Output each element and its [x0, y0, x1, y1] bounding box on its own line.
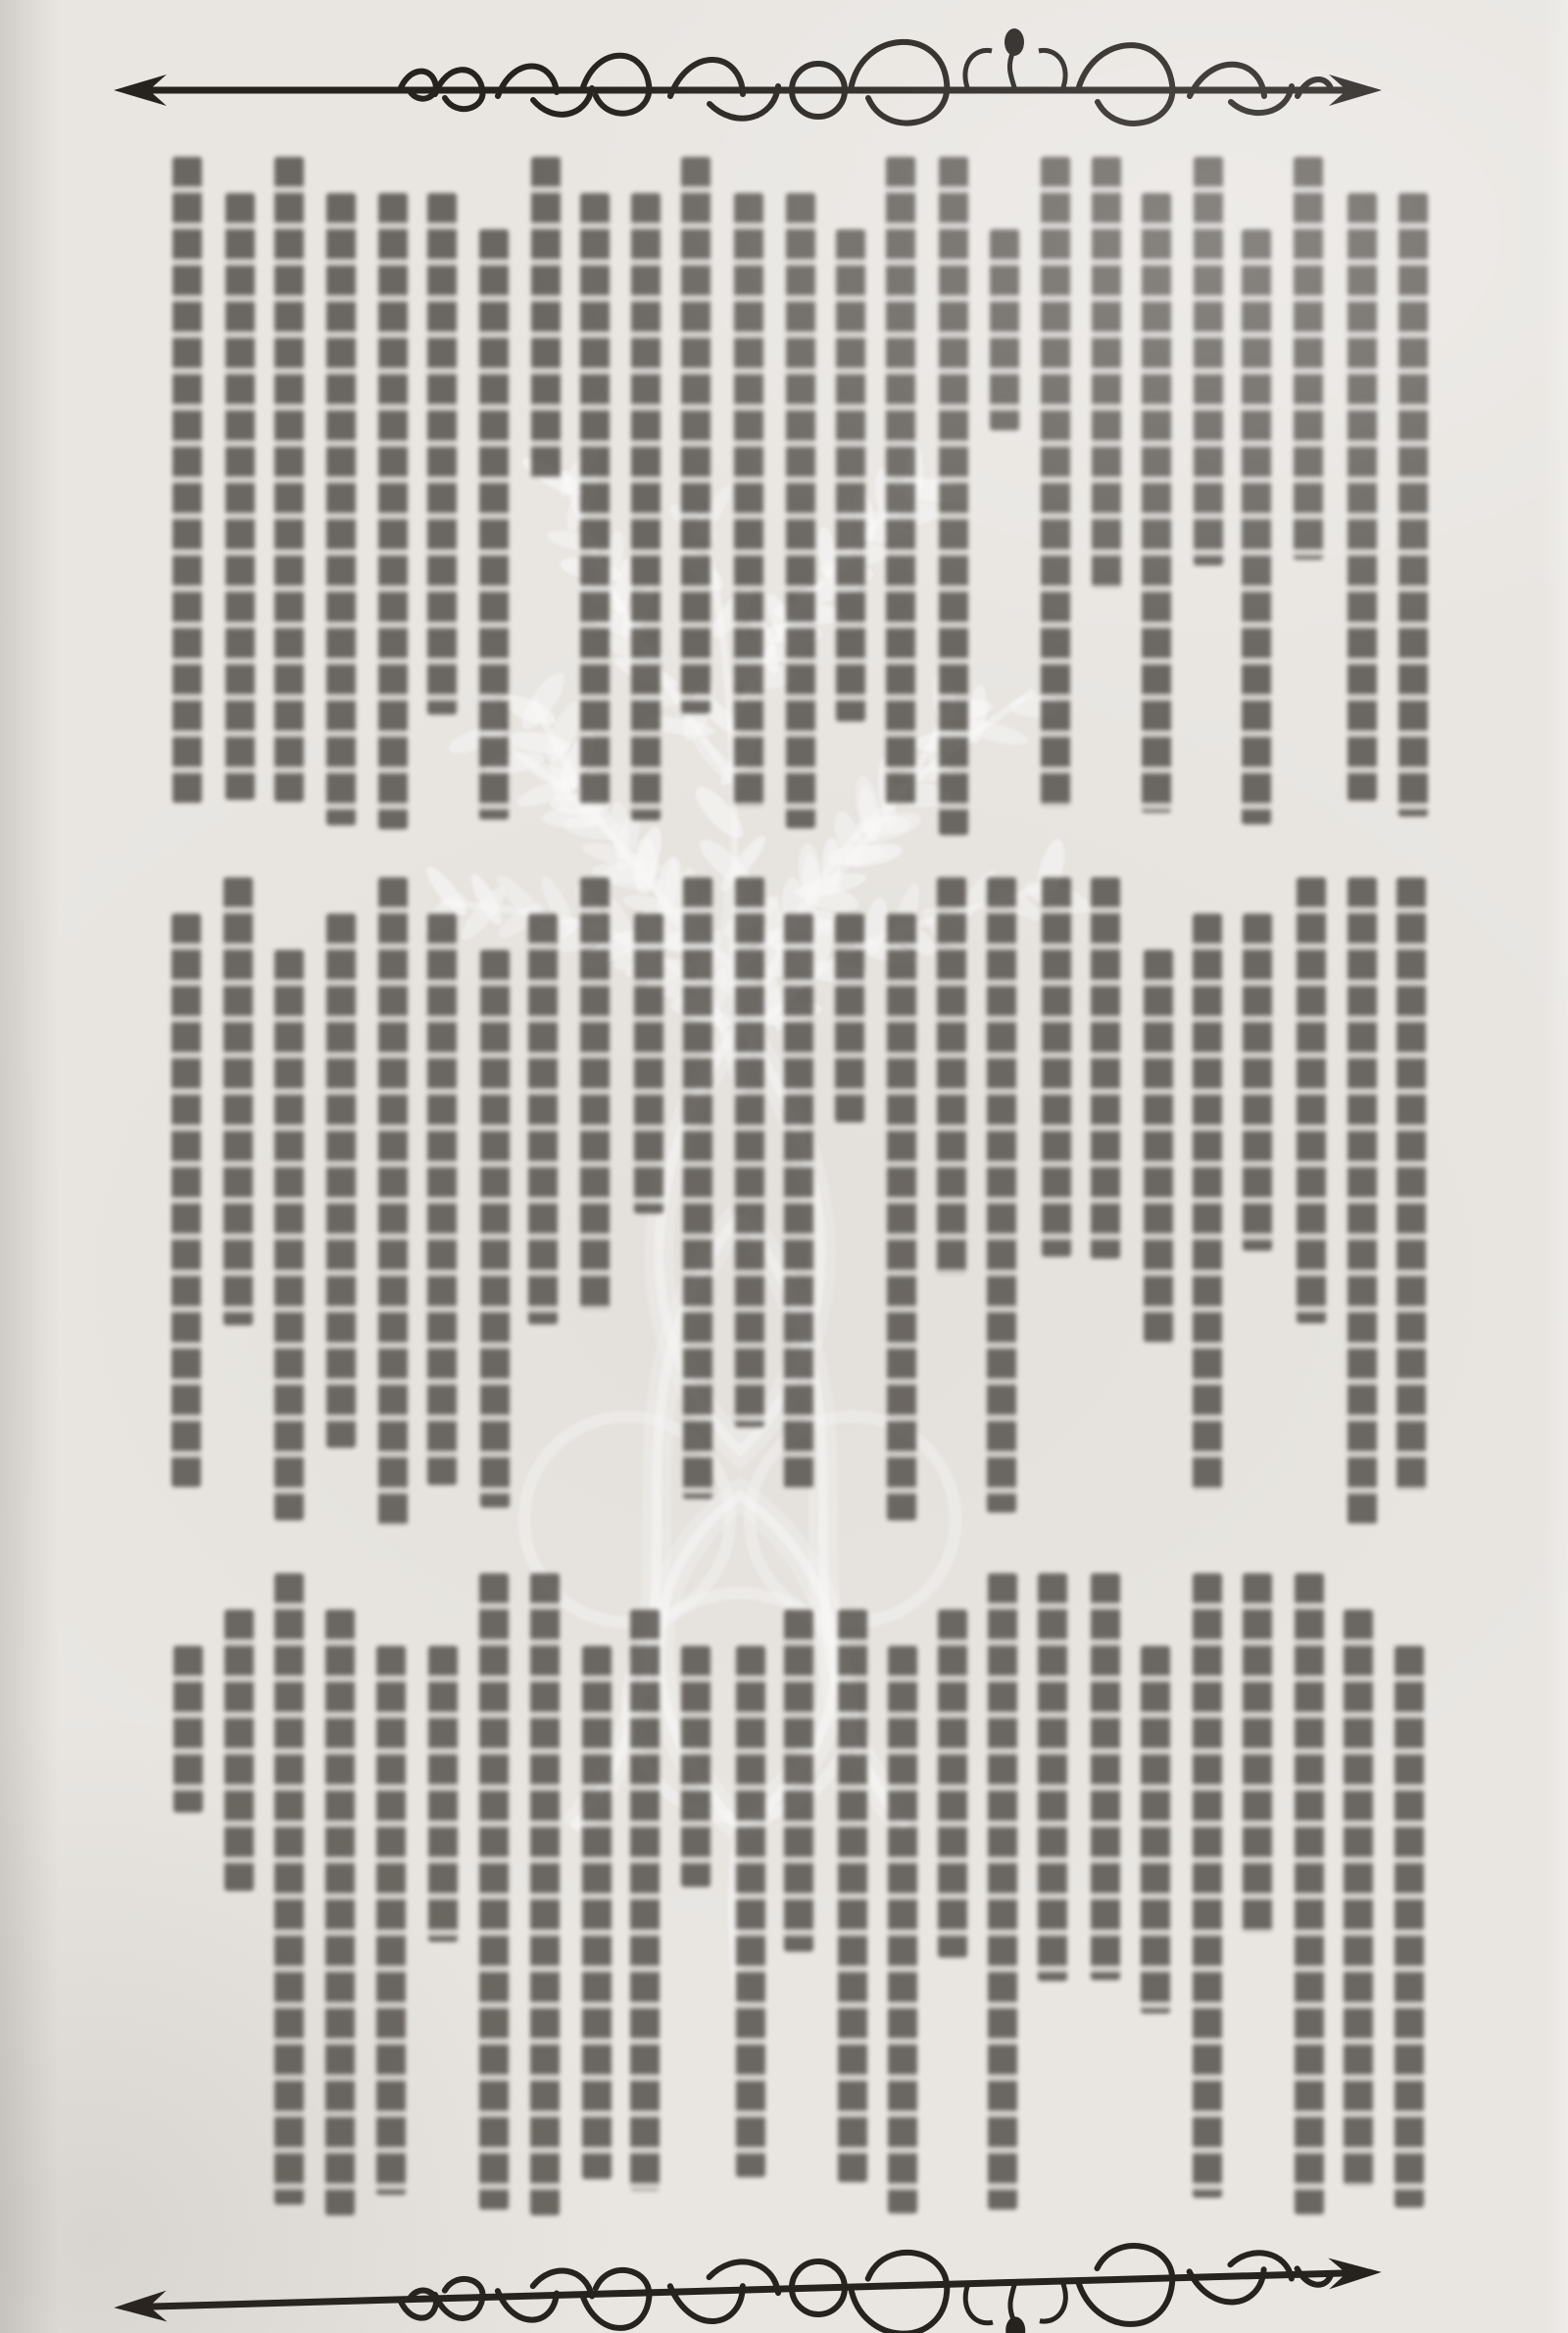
redacted-text-column [1193, 1573, 1222, 2198]
redacted-text-column [681, 1646, 710, 1887]
redacted-text-column [1091, 1573, 1120, 1980]
redacted-text-column [1194, 157, 1223, 566]
redacted-text-column [376, 1646, 406, 2195]
redacted-text-column [326, 914, 356, 1448]
redacted-text-column [528, 914, 558, 1324]
redacted-text-column [1243, 914, 1272, 1251]
redacted-text-column [1348, 877, 1377, 1524]
redacted-text-column [223, 877, 253, 1325]
redacted-text-column [427, 193, 457, 715]
redacted-text-column [580, 877, 610, 1311]
redacted-text-column [838, 1610, 867, 2182]
redacted-text-column [274, 157, 304, 802]
redacted-text-column [938, 1610, 967, 1958]
redacted-text-column [835, 914, 864, 1122]
redacted-text-column [479, 229, 509, 819]
redacted-text-column [735, 877, 764, 1427]
redacted-text-column [326, 193, 356, 825]
redacted-text-column [531, 157, 561, 478]
redacted-text-column [582, 1646, 612, 2179]
redacted-text-column [939, 157, 968, 835]
redacted-text-column [634, 914, 663, 1214]
redacted-text-column [836, 229, 865, 721]
redacted-text-column [1142, 193, 1171, 813]
redacted-text-column [1193, 914, 1222, 1491]
redacted-text-column [378, 193, 408, 829]
redacted-text-column [887, 914, 916, 1520]
redacted-text-column [1294, 157, 1323, 560]
redacted-text-column [530, 1573, 560, 2215]
redacted-text-column [1242, 229, 1271, 824]
redacted-text-column [1398, 193, 1428, 817]
redacted-text-column [1038, 1573, 1067, 1981]
redacted-text-column [427, 914, 457, 1485]
redacted-text-column [480, 950, 510, 1508]
redacted-text-column [784, 1610, 813, 1952]
redacted-text-column [937, 877, 966, 1275]
redacted-text-column [888, 1646, 917, 2213]
redacted-text-column [1243, 1573, 1272, 1933]
redacted-text-column [987, 877, 1016, 1513]
redacted-text-column [1295, 1573, 1324, 2214]
bottom-flourish-divider [104, 2209, 1391, 2333]
redacted-text-column [630, 1610, 660, 2191]
redacted-text-column [1344, 1610, 1373, 2187]
redacted-text-column [886, 157, 915, 804]
redacted-text-column [990, 229, 1019, 430]
redacted-text-column [1092, 157, 1121, 589]
redacted-text-column [173, 1646, 203, 1812]
redacted-text-column [1091, 877, 1120, 1259]
redacted-text-column [1348, 193, 1377, 801]
redacted-text-column [1144, 950, 1173, 1342]
redacted-text-column [378, 877, 408, 1526]
redacted-text-column [1297, 877, 1326, 1323]
redacted-text-column [1141, 1646, 1170, 2013]
redacted-text-column [580, 193, 610, 805]
redacted-text-column [784, 914, 813, 1489]
top-flourish-divider [106, 25, 1390, 153]
redacted-text-column [1395, 1646, 1424, 2208]
redacted-text-column [786, 193, 815, 828]
redacted-text-column [734, 193, 763, 808]
redacted-text-column [325, 1610, 355, 2215]
redacted-text-column [1041, 157, 1070, 808]
redacted-text-column [1042, 877, 1071, 1257]
redacted-text-column [681, 157, 710, 714]
redacted-text-column [224, 1610, 254, 1891]
redacted-text-column [988, 1573, 1017, 2209]
redacted-text-column [274, 1573, 304, 2205]
redacted-text-column [479, 1573, 509, 2209]
redacted-text-column [631, 193, 661, 820]
redacted-text-column [172, 914, 201, 1487]
redacted-text-column [683, 877, 712, 1499]
redacted-text-column [1396, 877, 1426, 1491]
redacted-text-column [274, 950, 304, 1520]
redacted-text-column [736, 1646, 765, 2177]
redacted-text-column [172, 157, 202, 803]
redacted-text-column [428, 1646, 458, 1942]
redacted-text-column [225, 193, 255, 800]
